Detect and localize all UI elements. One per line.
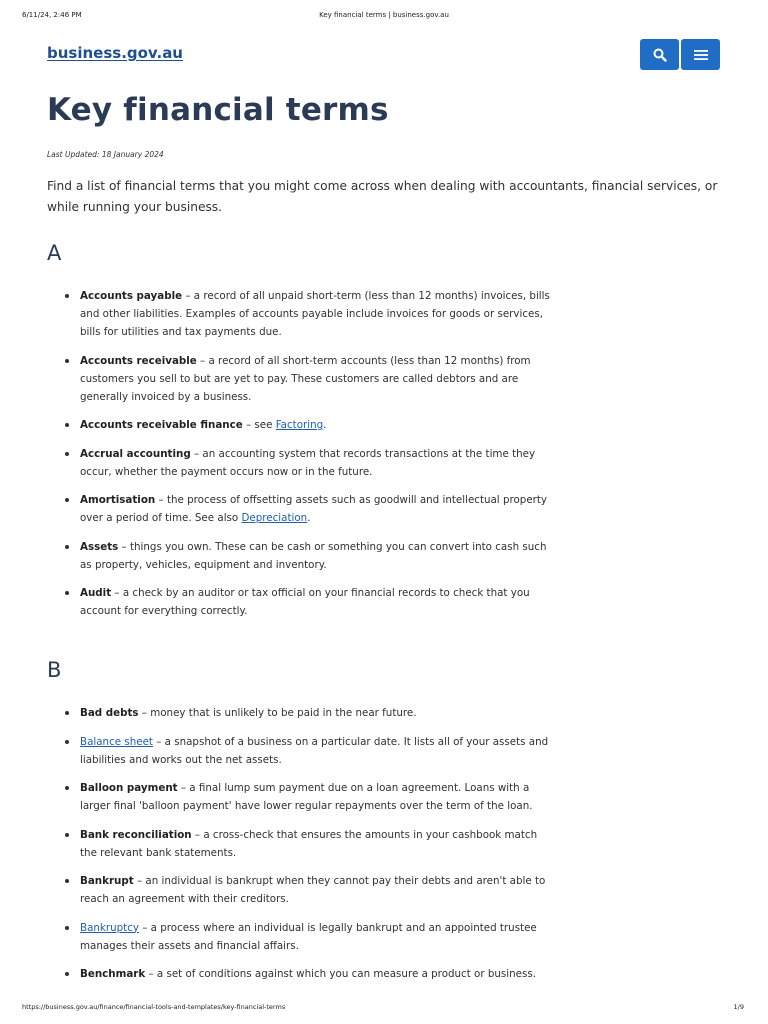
term-name: Balloon payment [80, 782, 178, 794]
print-footer [0, 1003, 768, 1013]
term-definition: – money that is unlikely to be paid in the near future. [138, 707, 417, 719]
term-item [80, 445, 555, 481]
print-page-number: 1/9 [733, 1003, 744, 1011]
term-item [80, 416, 555, 434]
term-definition: – a set of conditions against which you can measure a product or business. [145, 968, 536, 980]
print-date: 6/11/24, 2:46 PM [22, 11, 82, 19]
term-item [80, 704, 555, 722]
print-title: Key financial terms | business.gov.au [319, 11, 449, 19]
search-icon [653, 48, 667, 62]
term-name: Accounts receivable finance [80, 419, 243, 431]
term-item [80, 491, 555, 527]
print-header [0, 11, 768, 21]
term-definition: – a snapshot of a business on a particular date. It lists all of your assets and liabilities and works out the net assets. [80, 735, 549, 766]
term-item [80, 733, 555, 769]
term-name: Accrual accounting [80, 447, 191, 460]
search-button[interactable] [640, 39, 679, 70]
term-cross-reference-link[interactable]: Factoring [275, 419, 324, 431]
term-name: Bank reconciliation [80, 828, 192, 841]
term-definition: – a final lump sum payment due on a loan agreement. Loans with a larger final 'balloon payment' have lower regular repayments over the term of the loan. [80, 782, 533, 812]
term-name: Bad debts [80, 707, 139, 719]
term-name: Accounts receivable [80, 354, 197, 367]
term-item [80, 584, 555, 620]
term-definition: – an individual is bankrupt when they cannot pay their debts and aren't able to reach an agreement with their creditors. [80, 875, 546, 905]
term-tail: . [307, 512, 311, 524]
hamburger-menu-icon [694, 49, 708, 61]
term-definition: – a process where an individual is legally bankrupt and an appointed trustee manages their assets and financial affairs. [80, 921, 537, 952]
section-heading-a: A [47, 241, 62, 265]
term-definition: – the process of offsetting assets such as goodwill and intellectual property over a period of time. See also [80, 494, 548, 524]
term-tail: . [323, 419, 327, 431]
term-name: Accounts payable [80, 290, 183, 302]
term-item [80, 779, 555, 815]
term-definition: – a record of all unpaid short-term (less than 12 months) invoices, bills and other liabilities. Examples of accounts payable include invoices for goods or services, bills for utilities and tax payments due. [80, 290, 550, 338]
term-link[interactable]: Balance sheet [80, 735, 153, 748]
term-item [80, 826, 555, 862]
term-cross-reference-link[interactable]: Depreciation [241, 512, 308, 524]
term-name: Benchmark [80, 968, 146, 980]
section-heading-b: B [47, 658, 62, 682]
term-definition: – a record of all short-term accounts (less than 12 months) from customers you sell to but are yet to pay. These customers are called debtors and are generally invoiced by a business. [80, 354, 531, 403]
term-definition: – an accounting system that records transactions at the time they occur, whether the payment occurs now or in the future. [80, 447, 536, 478]
term-item [80, 965, 555, 983]
intro-paragraph: Find a list of financial terms that you might come across when dealing with accountants, financial services, or while running your business. [47, 179, 718, 214]
term-list-a [80, 287, 555, 631]
term-item [80, 538, 555, 574]
term-link[interactable]: Bankruptcy [80, 921, 139, 934]
term-definition: – a check by an auditor or tax official on your financial records to check that you account for everything correctly. [80, 587, 530, 617]
term-item [80, 352, 555, 406]
term-item [80, 287, 555, 341]
term-item [80, 919, 555, 955]
term-list-b [80, 704, 555, 994]
term-name: Audit [80, 587, 112, 599]
term-definition: – things you own. These can be cash or something you can convert into cash such as property, vehicles, equipment and inventory. [80, 540, 547, 571]
term-item [80, 872, 555, 908]
page-title: Key financial terms [47, 92, 389, 128]
term-definition: – see [242, 419, 276, 431]
site-header [47, 38, 720, 72]
term-name: Amortisation [80, 494, 156, 506]
menu-button[interactable] [681, 39, 720, 70]
term-name: Bankrupt [80, 875, 134, 887]
site-logo-link[interactable]: business.gov.au [47, 44, 183, 62]
term-definition: – a cross-check that ensures the amounts in your cashbook match the relevant bank statements. [80, 828, 538, 859]
term-name: Assets [80, 540, 119, 553]
print-url: https://business.gov.au/finance/financial-tools-and-templates/key-financial-terms [22, 1003, 286, 1011]
last-updated: Last Updated: 18 January 2024 [47, 150, 164, 159]
